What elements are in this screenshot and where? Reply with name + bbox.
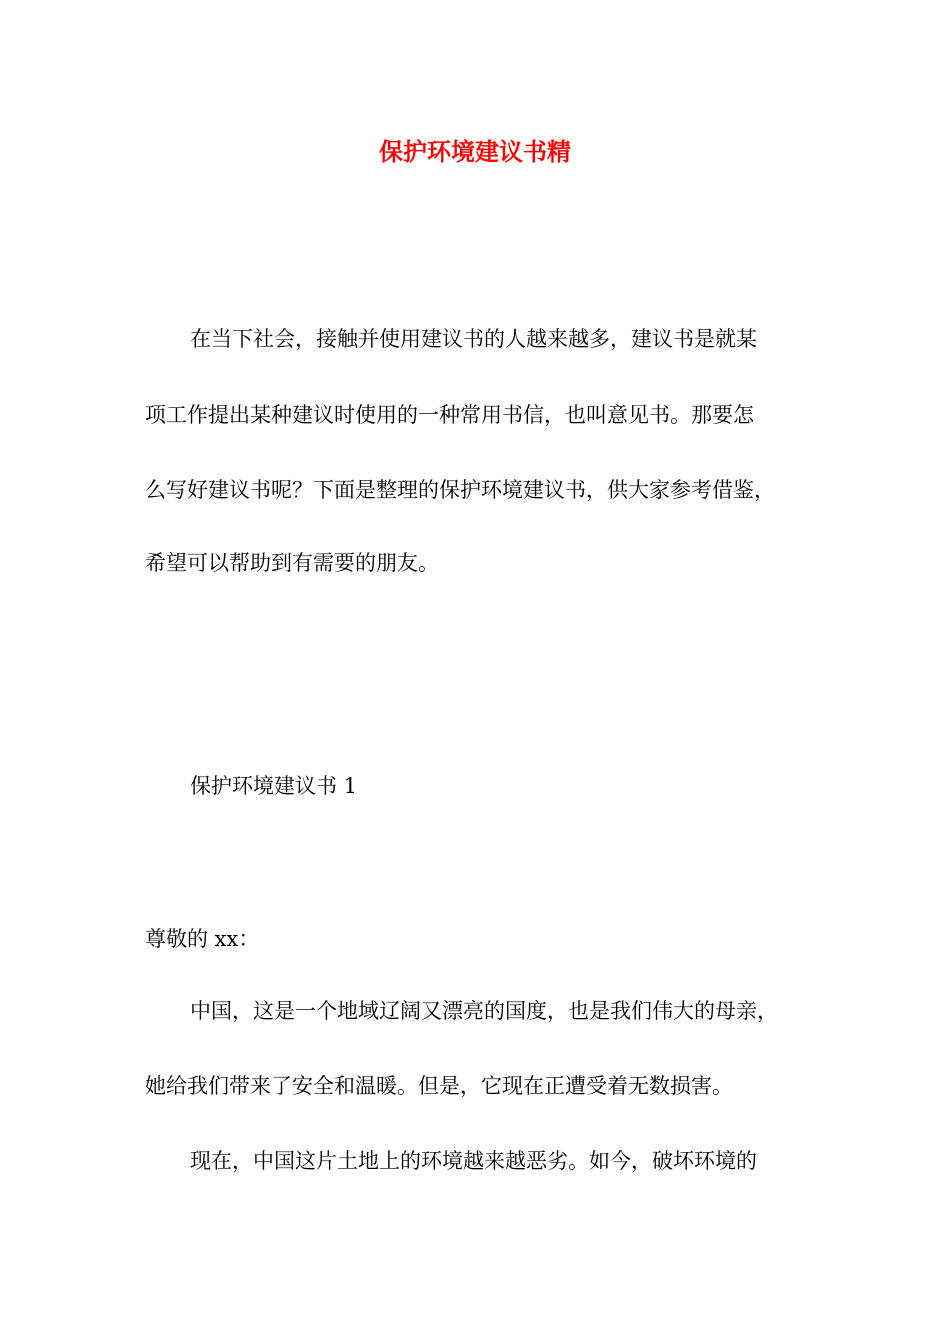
salutation: 尊敬的 xx： — [145, 927, 260, 951]
section-heading: 保护环境建议书 1 — [190, 774, 358, 798]
intro-paragraph-line: 在当下社会，接触并使用建议书的人越来越多，建议书是就某 — [190, 327, 757, 351]
intro-paragraph-line: 希望可以帮助到有需要的朋友。 — [145, 551, 439, 575]
body-paragraph-line: 现在，中国这片土地上的环境越来越恶劣。如今，破坏环境的 — [190, 1149, 757, 1173]
document-title: 保护环境建议书精 — [379, 137, 571, 166]
intro-paragraph-line: 项工作提出某种建议时使用的一种常用书信，也叫意见书。那要怎 — [145, 403, 754, 427]
intro-paragraph-line: 么写好建议书呢？下面是整理的保护环境建议书，供大家参考借鉴， — [145, 478, 775, 502]
body-paragraph-line: 中国，这是一个地域辽阔又漂亮的国度，也是我们伟大的母亲， — [190, 999, 778, 1023]
body-paragraph-line: 她给我们带来了安全和温暖。但是，它现在正遭受着无数损害。 — [145, 1074, 733, 1098]
